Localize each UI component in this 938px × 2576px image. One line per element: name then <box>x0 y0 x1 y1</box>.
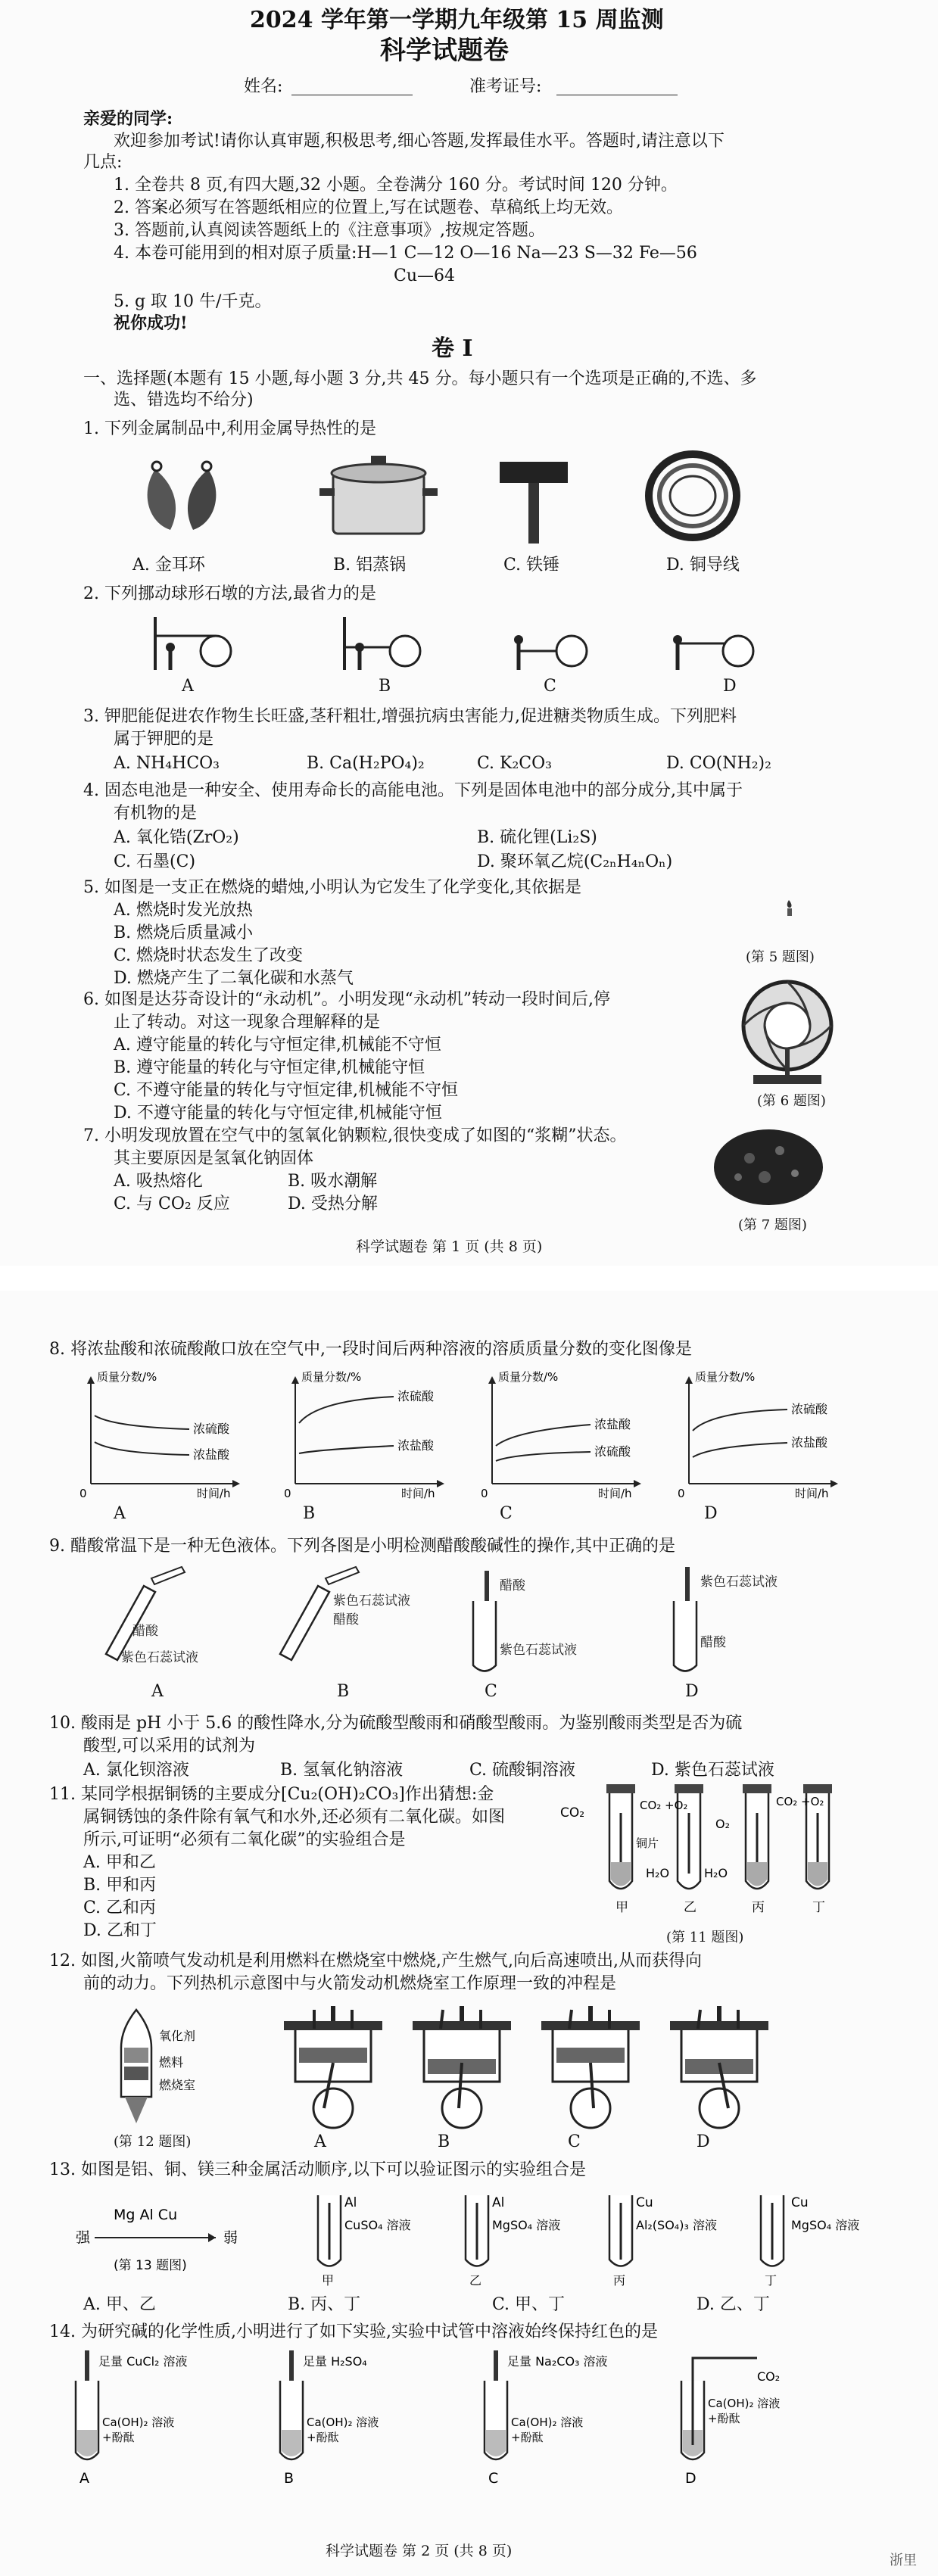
dropper <box>289 2350 294 2381</box>
q12-label-d: D <box>696 2132 710 2151</box>
corner-mark: 浙里 <box>890 2553 917 2568</box>
q7-caption: (第 7 题图) <box>738 1217 807 1233</box>
q14-figure-0 <box>76 2350 188 2487</box>
q4-option-d: D. 聚环氧乙烷(C₂ₙH₄ₙOₙ) <box>477 852 673 871</box>
q8-top-label: 浓盐酸 <box>594 1417 631 1431</box>
cylinder-head <box>413 2021 511 2030</box>
engine-1 <box>413 2006 511 2128</box>
q13-tube4-name: 丁 <box>765 2273 778 2288</box>
q8-top-label: 浓硫酸 <box>791 1402 828 1416</box>
q2-stem: 2. 下列挪动球形石墩的方法,最省力的是 <box>83 584 376 603</box>
q8-origin: 0 <box>678 1487 685 1500</box>
q13-tube3-name: 丙 <box>613 2273 626 2288</box>
q2-figure-b <box>337 613 420 674</box>
q11-option-a: A. 甲和乙 <box>83 1853 156 1872</box>
q6-stem-1: 6. 如图是达芬奇设计的“永动机”。小明发现“永动机”转动一段时间后,停 <box>83 990 610 1009</box>
notice-item-4-cont: Cu—64 <box>394 266 455 285</box>
q3-stem-2: 属于钾肥的是 <box>114 730 214 749</box>
id-label: 准考证号: <box>469 77 542 96</box>
q9-a-reagent1: 醋酸 <box>132 1624 158 1639</box>
q11-gas-bing: O₂ <box>715 1817 731 1831</box>
q11-caption: (第 11 题图) <box>666 1930 744 1945</box>
q2-label-a: A <box>182 677 194 696</box>
q6-option-c: C. 不遵守能量的转化与守恒定律,机械能不守恒 <box>114 1081 459 1100</box>
q2-label-c: C <box>544 677 556 696</box>
naoh-paste-image <box>712 1128 825 1207</box>
q4-stem-2: 有机物的是 <box>114 804 198 823</box>
hammer-image <box>485 454 583 545</box>
q8-line-bottom <box>693 1443 787 1457</box>
q2-figure-a <box>148 613 231 674</box>
strong-label: 强 <box>76 2229 91 2246</box>
q14-label: B <box>284 2470 294 2487</box>
q8-line-top <box>299 1397 394 1423</box>
name-label: 姓名: <box>244 77 283 96</box>
q14-base: Ca(OH)₂ 溶液 <box>307 2416 379 2429</box>
q3-option-d: D. CO(NH₂)₂ <box>666 754 771 773</box>
q9-label-c: C <box>485 1682 497 1701</box>
q11-option-d: D. 乙和丁 <box>83 1921 157 1940</box>
q4-option-c: C. 石墨(C) <box>114 852 196 871</box>
q6-option-a: A. 遵守能量的转化与守恒定律,机械能不守恒 <box>114 1036 441 1054</box>
exam-subtitle: 科学试题卷 <box>380 36 509 66</box>
q14-figure-3 <box>681 2358 780 2487</box>
q13-tube1-solution: CuSO₄ 溶液 <box>344 2218 411 2232</box>
notice-item-2: 2. 答案必须写在答题纸相应的位置上,写在试题卷、草稿纸上均无效。 <box>114 198 623 217</box>
q8-ylabel: 质量分数/% <box>301 1370 362 1384</box>
spark-plug <box>717 2006 721 2021</box>
q8-top-label: 浓硫酸 <box>193 1422 230 1436</box>
q13-tube4-metal: Cu <box>791 2195 809 2210</box>
q9-label-b: B <box>337 1682 350 1701</box>
q9-figure-d <box>674 1567 778 1671</box>
q14-base: Ca(OH)₂ 溶液 <box>102 2416 175 2429</box>
q7-stem-2: 其主要原因是氢氧化钠固体 <box>114 1149 314 1168</box>
q8-origin: 0 <box>79 1487 87 1500</box>
q11-tube-jia: 甲 <box>615 1900 628 1915</box>
q11-stem-3: 所示,可证明“必须有二氧化碳”的实验组合是 <box>83 1830 406 1849</box>
q13-tube3-metal: Cu <box>636 2195 653 2210</box>
q8-graphs <box>79 1370 871 1500</box>
q8-origin: 0 <box>284 1487 291 1500</box>
q4-option-b: B. 硫化锂(Li₂S) <box>477 828 597 847</box>
engine-2 <box>541 2006 640 2128</box>
q14-indicator: +酚酞 <box>307 2431 339 2444</box>
q11-stem-1: 11. 某同学根据铜锈的主要成分[Cu₂(OH)₂CO₃]作出猜想:金 <box>49 1785 494 1804</box>
dropper <box>494 2350 498 2381</box>
q1-option-c: C. 铁锤 <box>503 556 560 575</box>
q1-option-b: B. 铝蒸锅 <box>333 556 407 575</box>
q3-option-a: A. NH₄HCO₃ <box>114 754 220 773</box>
q3-option-b: B. Ca(H₂PO₄)₂ <box>307 754 425 773</box>
cylinder-head <box>541 2021 640 2030</box>
q8-bottom-label: 浓盐酸 <box>193 1447 230 1462</box>
engine-0 <box>284 2006 382 2128</box>
dropper <box>85 2350 89 2381</box>
q14-label: A <box>79 2470 89 2487</box>
q14-figure-1 <box>280 2350 379 2487</box>
q8-xlabel: 时间/h <box>197 1487 231 1500</box>
q14-add: 足量 Na₂CO₃ 溶液 <box>507 2354 608 2369</box>
q8-graph-0 <box>79 1370 240 1500</box>
q13-tube1-metal: Al <box>344 2195 357 2210</box>
q7-option-d: D. 受热分解 <box>288 1195 378 1213</box>
q8-label-c: C <box>500 1504 513 1523</box>
exam-title: 2024 学年第一学期九年级第 15 周监测 <box>250 7 664 33</box>
q8-x-arrow <box>232 1480 240 1487</box>
q11-water-1: H₂O <box>646 1866 670 1880</box>
q9-figure-c <box>473 1571 577 1671</box>
cylinder-head <box>284 2021 382 2030</box>
q10-stem-1: 10. 酸雨是 pH 小于 5.6 的酸性降水,分为硫酸型酸雨和硝酸型酸雨。为鉴别酸雨类型是否为硫 <box>49 1714 743 1733</box>
q13-tube2-solution: MgSO₄ 溶液 <box>492 2218 561 2232</box>
q8-x-arrow <box>634 1480 641 1487</box>
q8-origin: 0 <box>481 1487 488 1500</box>
q5-option-c: C. 燃烧时状态发生了改变 <box>114 946 304 965</box>
weak-label: 弱 <box>223 2229 238 2246</box>
q10-option-c: C. 硫酸铜溶液 <box>469 1761 576 1780</box>
q9-figure-a <box>106 1567 198 1665</box>
q11-option-c: C. 乙和丙 <box>83 1899 157 1917</box>
page1-footer: 科学试题卷 第 1 页 (共 8 页) <box>356 1238 543 1255</box>
spark-plug <box>588 2006 593 2021</box>
q1-stem: 1. 下列金属制品中,利用金属导热性的是 <box>83 419 376 438</box>
q14-indicator: +酚酞 <box>102 2431 135 2444</box>
metal-order: Mg Al Cu <box>114 2207 178 2223</box>
page-gap <box>0 1266 938 1291</box>
q10-option-b: B. 氢氧化钠溶液 <box>280 1761 404 1780</box>
q8-line-top <box>693 1409 787 1431</box>
q8-line-bottom <box>95 1442 189 1455</box>
notice-item-1: 1. 全卷共 8 页,有四大题,32 小题。全卷满分 160 分。考试时间 120 分钟。 <box>114 176 678 195</box>
q2-label-d: D <box>723 677 737 696</box>
q14-add: CO₂ <box>757 2369 781 2384</box>
q7-stem-1: 7. 小明发现放置在空气中的氢氧化钠颗粒,很快变成了如图的“浆糊”状态。 <box>83 1126 627 1145</box>
notice-item-4: 4. 本卷可能用到的相对原子质量:H—1 C—12 O—16 Na—23 S—32 Fe—56 <box>114 244 697 263</box>
q11-gas-yi: CO₂ +O₂ <box>640 1799 688 1812</box>
q11-tube-yi: 乙 <box>684 1900 696 1915</box>
q5-stem: 5. 如图是一支正在燃烧的蜡烛,小明认为它发生了化学变化,其依据是 <box>83 878 581 897</box>
q8-label-b: B <box>303 1504 316 1523</box>
q4-stem-1: 4. 固态电池是一种安全、使用寿命长的高能电池。下列是固体电池中的部分成分,其中属于 <box>83 781 743 800</box>
q5-option-a: A. 燃烧时发光放热 <box>114 901 253 920</box>
q9-d-reagent2: 紫色石蕊试液 <box>700 1575 778 1590</box>
q8-line-bottom <box>299 1446 394 1453</box>
q10-stem-2: 酸型,可以采用的试剂为 <box>83 1737 255 1755</box>
candle-image <box>780 897 802 920</box>
solution <box>486 2430 506 2456</box>
q12-caption: (第 12 题图) <box>114 2134 192 2150</box>
q7-option-c: C. 与 CO₂ 反应 <box>114 1195 230 1213</box>
solution <box>282 2430 301 2456</box>
q7-option-b: B. 吸水潮解 <box>288 1172 378 1191</box>
crank <box>700 2089 739 2128</box>
q14-base: Ca(OH)₂ 溶液 <box>708 2397 781 2410</box>
q8-ylabel: 质量分数/% <box>695 1370 756 1384</box>
q7-option-a: A. 吸热熔化 <box>114 1172 203 1191</box>
q3-stem-1: 3. 钾肥能促进农作物生长旺盛,茎秆粗壮,增强抗病虫害能力,促进糖类物质生成。下列肥料 <box>83 707 737 726</box>
q11-option-b: B. 甲和丙 <box>83 1876 157 1895</box>
q8-top-label: 浓硫酸 <box>397 1389 435 1403</box>
q14-label: D <box>685 2470 696 2487</box>
q8-graph-1 <box>284 1370 444 1500</box>
steamer-image <box>318 454 439 545</box>
rocket-image <box>106 2006 242 2131</box>
q9-b-reagent1: 醋酸 <box>333 1612 359 1628</box>
q6-stem-2: 止了转动。对这一现象合理解释的是 <box>114 1013 381 1032</box>
q14-indicator: +酚酞 <box>708 2412 740 2425</box>
q8-label-d: D <box>704 1504 718 1523</box>
q8-y-arrow <box>87 1376 95 1384</box>
engine-3 <box>670 2006 768 2128</box>
q8-bottom-label: 浓硫酸 <box>594 1444 631 1459</box>
q8-y-arrow <box>685 1376 693 1384</box>
q9-label-d: D <box>685 1682 699 1701</box>
q5-option-d: D. 燃烧产生了二氧化碳和水蒸气 <box>114 969 354 988</box>
q14-figures <box>68 2347 886 2490</box>
q13-figure <box>68 2188 871 2286</box>
q5-caption: (第 5 题图) <box>746 949 815 965</box>
q14-stem: 14. 为研究碱的化学性质,小明进行了如下实验,实验中试管中溶液始终保持红色的是 <box>49 2322 658 2341</box>
q8-stem: 8. 将浓盐酸和浓硫酸敞口放在空气中,一段时间后两种溶液的溶质质量分数的变化图像是 <box>49 1340 692 1359</box>
q8-xlabel: 时间/h <box>795 1487 829 1500</box>
q8-line-bottom <box>496 1452 591 1461</box>
q9-c-reagent2: 紫色石蕊试液 <box>500 1643 577 1658</box>
q4-option-a: A. 氧化锆(ZrO₂) <box>114 828 239 847</box>
section-desc-2: 选、错选均不给分) <box>114 391 254 410</box>
q13-option-c: C. 甲、丁 <box>492 2295 566 2314</box>
q14-add: 足量 H₂SO₄ <box>303 2354 367 2369</box>
q8-line-top <box>496 1425 591 1446</box>
solution <box>77 2430 97 2456</box>
q8-xlabel: 时间/h <box>598 1487 632 1500</box>
q13-stem: 13. 如图是铝、铜、镁三种金属活动顺序,以下可以验证图示的实验组合是 <box>49 2160 586 2179</box>
q5-option-b: B. 燃烧后质量减小 <box>114 924 254 942</box>
q2-label-b: B <box>379 677 391 696</box>
notice-intro-1: 欢迎参加考试!请你认真审题,积极思考,细心答题,发挥最佳水平。答题时,请注意以下 <box>114 132 725 151</box>
q8-graph-2 <box>481 1370 641 1500</box>
crank <box>442 2089 481 2128</box>
piston <box>556 2048 625 2063</box>
q3-option-c: C. K₂CO₃ <box>477 754 552 773</box>
q11-gas-jia: CO₂ <box>560 1805 585 1821</box>
q9-d-reagent1: 醋酸 <box>700 1635 726 1650</box>
q12-label-c: C <box>568 2132 581 2151</box>
q8-y-arrow <box>291 1376 299 1384</box>
q11-figure <box>556 1783 859 1919</box>
q12-label-a: A <box>314 2132 326 2151</box>
q14-base: Ca(OH)₂ 溶液 <box>511 2416 584 2429</box>
q12-label-b: B <box>438 2132 450 2151</box>
notice-item-5: 5. g 取 10 牛/千克。 <box>114 292 272 311</box>
spark-plug <box>460 2006 464 2021</box>
q8-bottom-label: 浓盐酸 <box>791 1435 828 1450</box>
notice-item-3: 3. 答题前,认真阅读答题纸上的《注意事项》,按规定答题。 <box>114 221 545 240</box>
q11-copper-label: 铜片 <box>636 1836 659 1850</box>
section-title: 卷 Ⅰ <box>432 335 473 362</box>
q8-y-arrow <box>488 1376 496 1384</box>
q9-figure-b <box>280 1567 410 1660</box>
wish: 祝你成功! <box>114 313 188 333</box>
rocket-label-3: 燃烧室 <box>159 2078 196 2092</box>
notice-intro-2: 几点: <box>83 153 123 172</box>
q8-label-a: A <box>114 1504 126 1523</box>
q11-tube-ding: 丁 <box>812 1900 825 1915</box>
q8-ylabel: 质量分数/% <box>97 1370 157 1384</box>
q10-option-d: D. 紫色石蕊试液 <box>651 1761 774 1780</box>
q13-tube2-metal: Al <box>492 2195 505 2210</box>
q8-x-arrow <box>830 1480 838 1487</box>
q13-tube4-solution: MgSO₄ 溶液 <box>791 2218 860 2232</box>
q6-caption: (第 6 题图) <box>757 1093 826 1109</box>
cylinder-head <box>670 2021 768 2030</box>
q12-stem-2: 前的动力。下列热机示意图中与火箭发动机燃烧室工作原理一致的冲程是 <box>83 1974 617 1993</box>
q13-tube3-solution: Al₂(SO₄)₃ 溶液 <box>636 2218 717 2232</box>
q11-tube-bing: 丙 <box>752 1900 765 1915</box>
q14-add: 足量 CuCl₂ 溶液 <box>98 2354 188 2369</box>
earring-image <box>140 454 223 545</box>
section-desc-1: 一、选择题(本题有 15 小题,每小题 3 分,共 45 分。每小题只有一个选项是正确的,不选、多 <box>83 369 757 388</box>
crank <box>313 2089 353 2128</box>
q8-x-arrow <box>437 1480 444 1487</box>
q2-figure-c <box>507 613 591 674</box>
q13-option-d: D. 乙、丁 <box>696 2295 770 2314</box>
crank <box>571 2089 610 2128</box>
rocket-label-2: 燃料 <box>159 2055 184 2070</box>
q14-figure-2 <box>485 2350 608 2487</box>
q6-option-b: B. 遵守能量的转化与守恒定律,机械能守恒 <box>114 1058 425 1077</box>
q8-ylabel: 质量分数/% <box>498 1370 559 1384</box>
q14-indicator: +酚酞 <box>511 2431 544 2444</box>
q11-stem-2: 属铜锈蚀的条件除有氧气和水外,还必须有二氧化碳。如图 <box>83 1808 505 1827</box>
q8-graph-3 <box>678 1370 838 1500</box>
q9-a-reagent2: 紫色石蕊试液 <box>121 1650 198 1665</box>
q6-option-d: D. 不遵守能量的转化与守恒定律,机械能守恒 <box>114 1104 442 1123</box>
q1-option-a: A. 金耳环 <box>132 556 205 575</box>
q11-water-2: H₂O <box>704 1866 728 1880</box>
q8-bottom-label: 浓盐酸 <box>397 1438 435 1453</box>
page2-footer: 科学试题卷 第 2 页 (共 8 页) <box>326 2543 513 2559</box>
perpetual-motion-image <box>738 977 837 1090</box>
q1-option-d: D. 铜导线 <box>666 556 740 575</box>
spark-plug <box>331 2006 335 2021</box>
q11-gas-ding: CO₂ +O₂ <box>776 1795 824 1808</box>
rocket-label-1: 氧化剂 <box>159 2029 196 2043</box>
q9-c-reagent1: 醋酸 <box>500 1578 525 1593</box>
q9-label-a: A <box>151 1682 164 1701</box>
piston <box>299 2048 367 2063</box>
q8-xlabel: 时间/h <box>401 1487 435 1500</box>
copper-wire-image <box>644 447 742 545</box>
q13-tube2-name: 乙 <box>469 2273 482 2288</box>
q13-tube1-name: 甲 <box>322 2273 335 2288</box>
q9-figures <box>91 1563 848 1677</box>
q9-stem: 9. 醋酸常温下是一种无色液体。下列各图是小明检测醋酸酸碱性的操作,其中正确的是 <box>49 1537 675 1556</box>
q10-option-a: A. 氯化钡溶液 <box>83 1761 189 1780</box>
q13-caption: (第 13 题图) <box>114 2258 187 2273</box>
q9-b-reagent2: 紫色石蕊试液 <box>333 1593 410 1609</box>
engine-strokes <box>273 2006 878 2135</box>
greeting: 亲爱的同学: <box>83 109 173 129</box>
q8-line-top <box>95 1416 189 1429</box>
q2-figure-d <box>666 613 757 674</box>
q13-option-a: A. 甲、乙 <box>83 2295 156 2314</box>
q13-option-b: B. 丙、丁 <box>288 2295 361 2314</box>
q14-label: C <box>488 2470 499 2487</box>
q12-stem-1: 12. 如图,火箭喷气发动机是利用燃料在燃烧室中燃烧,产生燃气,向后高速喷出,从而获得向 <box>49 1951 702 1970</box>
